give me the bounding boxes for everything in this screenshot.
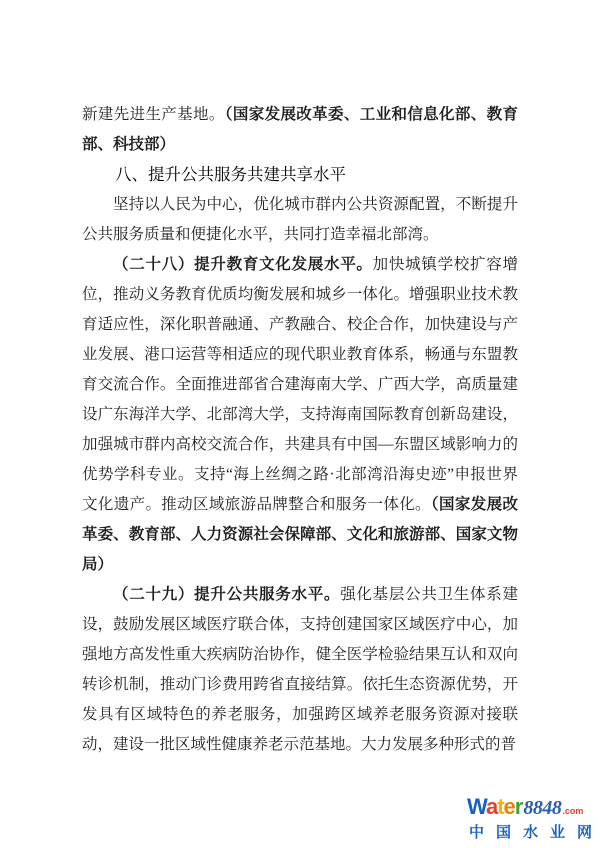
brand-letters bbox=[467, 796, 522, 818]
paragraph bbox=[82, 580, 518, 760]
brand-domain-suffix: .com bbox=[562, 806, 584, 816]
subtitle-char: 国 bbox=[495, 824, 511, 841]
text-segment: （二十九）提升公共服务水平。 bbox=[113, 586, 341, 603]
brand-letter: t bbox=[497, 794, 504, 819]
text-segment: 八、提升公共服务共建共享水平 bbox=[115, 166, 346, 184]
text-segment: （国家发展改革委、教育部、人力资源社会保障部、文化和旅游部、国家文物局） bbox=[82, 496, 518, 573]
brand-subtitle bbox=[467, 823, 594, 843]
text-segment: 新建先进生产基地。 bbox=[82, 106, 225, 123]
document-body bbox=[82, 100, 518, 760]
text-segment: 强化基层公共卫生体系建设，鼓励发展区域医疗联合体，支持创建国家区域医疗中心，加强地方高发性重大疾病防治协作，健全医学检验结果互认和双向转诊机制，推动门诊费用跨省直接结算。依托生态资源优势，开发具有区域特色的养老服务，加强跨区域养老服务资源对接联动，建设一批区域性健康养老示范基地。大力发展多种形式的普 bbox=[82, 586, 518, 753]
text-segment: （国家发展改革委、工业和信息化部、教育部、科技部） bbox=[82, 106, 518, 153]
text-segment: 坚持以人民为中心，优化城市群内公共资源配置，不断提升公共服务质量和便捷化水平，共同打造幸福北部湾。 bbox=[82, 196, 518, 243]
subtitle-char: 网 bbox=[576, 824, 592, 841]
brand-letter: r bbox=[514, 794, 523, 819]
text-segment: （二十八）提升教育文化发展水平。 bbox=[113, 256, 373, 273]
brand-letter: e bbox=[503, 794, 515, 819]
brand-letter: a bbox=[485, 794, 498, 819]
subtitle-char: 业 bbox=[549, 824, 565, 841]
water8848-logo bbox=[467, 796, 594, 843]
brand-letter: W bbox=[467, 794, 486, 819]
subtitle-char: 水 bbox=[522, 824, 538, 841]
paragraph bbox=[82, 250, 518, 580]
paragraph bbox=[82, 190, 518, 250]
brand-number: 8848 bbox=[523, 797, 562, 819]
paragraph bbox=[82, 100, 518, 160]
text-segment: 加快城镇学校扩容增位，推动义务教育优质均衡发展和城乡一体化。增强职业技术教育适应性，深化职普融通、产教融合、校企合作，加快建设与产业发展、港口运营等相适应的现代职业教育体系，畅通与东盟教育交流合作。全面推进部省合建海南大学、广西大学，高质量建设广东海洋大学、北部湾大学，支持海南国际教育创新岛建设，加强城市群内高校交流合作，共建具有中国—东盟区域影响力的优势学科专业。支持“海上丝绸之路·北部湾沿海史迹”申报世界文化遗产。推动区域旅游品牌整合和服务一体化。 bbox=[82, 256, 518, 513]
brand-wordmark bbox=[467, 796, 594, 822]
subtitle-char: 中 bbox=[469, 824, 485, 841]
section-heading bbox=[82, 160, 518, 190]
